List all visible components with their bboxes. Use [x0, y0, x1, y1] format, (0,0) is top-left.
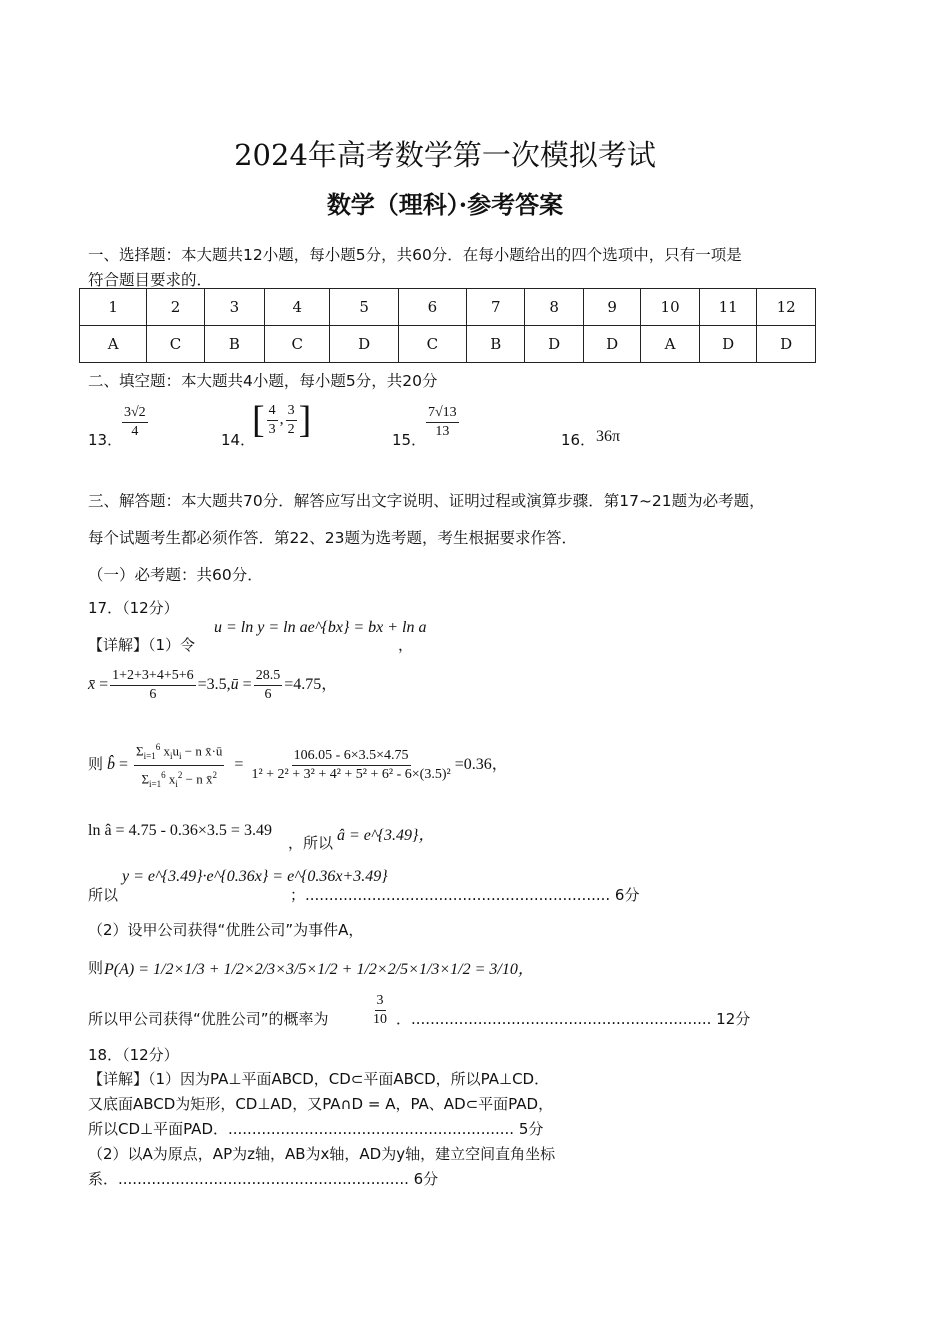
answer-cell: A: [80, 326, 147, 363]
q15-numerator: 7√13: [426, 404, 459, 423]
question-number-cell: 7: [467, 289, 525, 326]
answer-cell: C: [265, 326, 330, 363]
answer-cell: C: [147, 326, 204, 363]
q18-line1: 【详解】（1）因为PA⊥平面ABCD，CD⊂平面ABCD，所以PA⊥CD．: [88, 1070, 550, 1088]
q17-mean-u-result: =4.75，: [284, 676, 338, 694]
q17-line4-end: â = e^{3.49}，: [337, 827, 435, 844]
answer-cell: D: [525, 326, 583, 363]
q17-line1-formula: u = ln y = ln ae^{bx} = bx + ln a: [214, 619, 427, 636]
question-number-cell: 6: [398, 289, 466, 326]
q16-answer: 36π: [596, 428, 621, 445]
q17-line4-formula: ln â = 4.75 - 0.36×3.5 = 3.49: [88, 822, 272, 839]
q17-part2-line3-prefix: 所以甲公司获得“优胜公司”的概率为: [88, 1010, 329, 1028]
answer-cell: B: [204, 326, 264, 363]
q15-label: 15．: [392, 431, 427, 449]
q13-answer: [120, 404, 150, 441]
answer-cell: A: [641, 326, 700, 363]
q17-line2: x̄ = $\frac{1+2+3+4+5+6}{6}$ =3.5,ū = $\frac{28.5}{6}$ =4.75，: [88, 668, 338, 702]
q18-label: 18．（12分）: [88, 1046, 179, 1064]
q17-slope-result: =0.36，: [454, 756, 508, 774]
question-number-cell: 4: [265, 289, 330, 326]
q17-mean-u-numerator: 28.5: [254, 667, 283, 686]
question-number-cell: 8: [525, 289, 583, 326]
q13-numerator: 3√2: [122, 404, 148, 423]
q14-answer: [ $\frac{4}{3}$ , $\frac{3}{2}$ ]: [252, 399, 312, 441]
q17-line4-mid: ，所以: [288, 834, 334, 852]
answer-cell: D: [757, 326, 816, 363]
answer-table: [79, 288, 816, 363]
q18-line4: （2）以A为原点，AP为z轴，AB为x轴，AD为y轴，建立空间直角坐标: [88, 1145, 556, 1163]
q14-a-denominator: 3: [268, 421, 276, 437]
question-number-cell: 10: [641, 289, 700, 326]
q14-b-denominator: 2: [287, 421, 295, 437]
section3-heading-line1: 三、解答题：本大题共70分．解答应写出文字说明、证明过程或演算步骤．第17~21题为必考题，: [88, 492, 765, 510]
answer-cell: C: [398, 326, 466, 363]
section2-heading: 二、填空题：本大题共4小题，每小题5分，共20分: [88, 372, 438, 390]
answer-table-answer-row: [80, 326, 816, 363]
question-number-cell: 12: [757, 289, 816, 326]
question-number-cell: 5: [330, 289, 398, 326]
q17-mean-x-result: =3.5,: [197, 676, 231, 694]
q17-part2-line2: P(A) = 1/2×1/3 + 1/2×2/3×3/5×1/2 + 1/2×2/5×1/3×1/2 = 3/10，: [104, 961, 534, 978]
question-number-cell: 11: [699, 289, 757, 326]
q17-line5-score: ；................................................................ 6分: [290, 886, 640, 904]
section3-heading-line2: 每个试题考生都必须作答．第22、23题为选考题，考生根据要求作答．: [88, 529, 577, 547]
question-number-cell: 1: [80, 289, 147, 326]
q17-mean-u-denominator: 6: [264, 687, 272, 702]
q15-denominator: 13: [435, 424, 450, 439]
answer-table-number-row: [80, 289, 816, 326]
q17-label: 17．（12分）: [88, 599, 179, 617]
q17-line5-prefix: 所以: [88, 886, 119, 904]
question-number-cell: 2: [147, 289, 204, 326]
q18-line3: 所以CD⊥平面PAD．............................................................ 5分: [88, 1120, 544, 1138]
q14-label: 14．: [221, 431, 256, 449]
q15-answer: [424, 404, 461, 441]
q14-a-numerator: 4: [267, 402, 278, 421]
question-number-cell: 9: [583, 289, 640, 326]
q17-part2-line1: （2）设甲公司获得“优胜公司”为事件A，: [88, 921, 364, 939]
q17-probability-denominator: 10: [373, 1012, 387, 1027]
q17-probability-numerator: 3: [375, 992, 386, 1011]
q17-line1-prefix: 【详解】（1）令: [88, 636, 196, 654]
q18-line5: 系．............................................................. 6分: [88, 1170, 439, 1188]
q17-mean-x-numerator: 1+2+3+4+5+6: [110, 667, 195, 686]
answer-cell: D: [330, 326, 398, 363]
q18-line2: 又底面ABCD为矩形，CD⊥AD，又PA∩D = A，PA、AD⊂平面PAD，: [88, 1095, 554, 1113]
q17-part2-line2-prefix: 则: [88, 959, 104, 977]
q17-probability: [369, 992, 391, 1029]
question-number-cell: 3: [204, 289, 264, 326]
q17-slope-numerator: 106.05 - 6×3.5×4.75: [292, 747, 411, 766]
q13-denominator: 4: [131, 424, 139, 439]
answer-cell: B: [467, 326, 525, 363]
required-heading: （一）必考题：共60分．: [88, 566, 263, 584]
q17-line5-formula: y = e^{3.49}·e^{0.36x} = e^{0.36x+3.49}: [122, 868, 388, 885]
answer-cell: D: [699, 326, 757, 363]
answer-cell: D: [583, 326, 640, 363]
q17-line3: 则 b̂ = $\frac{\Sigma_{i=1}^6 x_iu_i - n x̄\cdot ū}{\Sigma_{i=1}^6 x_i^2 - n x̄^2}$ = $\frac{106.05 - 6\times 3.5\times 4.75}{\text{1² + 2² + 3² + 4² + 5² + 6² - 6×(3.5)²}}$ =0.36，: [88, 738, 508, 793]
q17-slope-denominator: 1² + 2² + 3² + 4² + 5² + 6² - 6×(3.5)²: [251, 766, 451, 782]
page-subtitle: 数学（理科）·参考答案: [326, 190, 564, 219]
section1-heading-line1: 一、选择题：本大题共12小题，每小题5分，共60分．在每小题给出的四个选项中，只有一项是: [88, 246, 742, 264]
q17-line3-prefix: 则: [88, 755, 104, 774]
q16-label: 16．: [561, 431, 596, 449]
q17-line1-suffix: ，: [398, 636, 414, 654]
section1-heading-line2: 符合题目要求的．: [88, 271, 213, 289]
page-title: 2024年高考数学第一次模拟考试: [234, 138, 656, 172]
q14-b-numerator: 3: [286, 402, 297, 421]
q17-mean-x-denominator: 6: [149, 687, 157, 702]
q17-part2-line3-score: ．............................................................... 12分: [396, 1010, 751, 1028]
q13-label: 13．: [88, 431, 123, 449]
